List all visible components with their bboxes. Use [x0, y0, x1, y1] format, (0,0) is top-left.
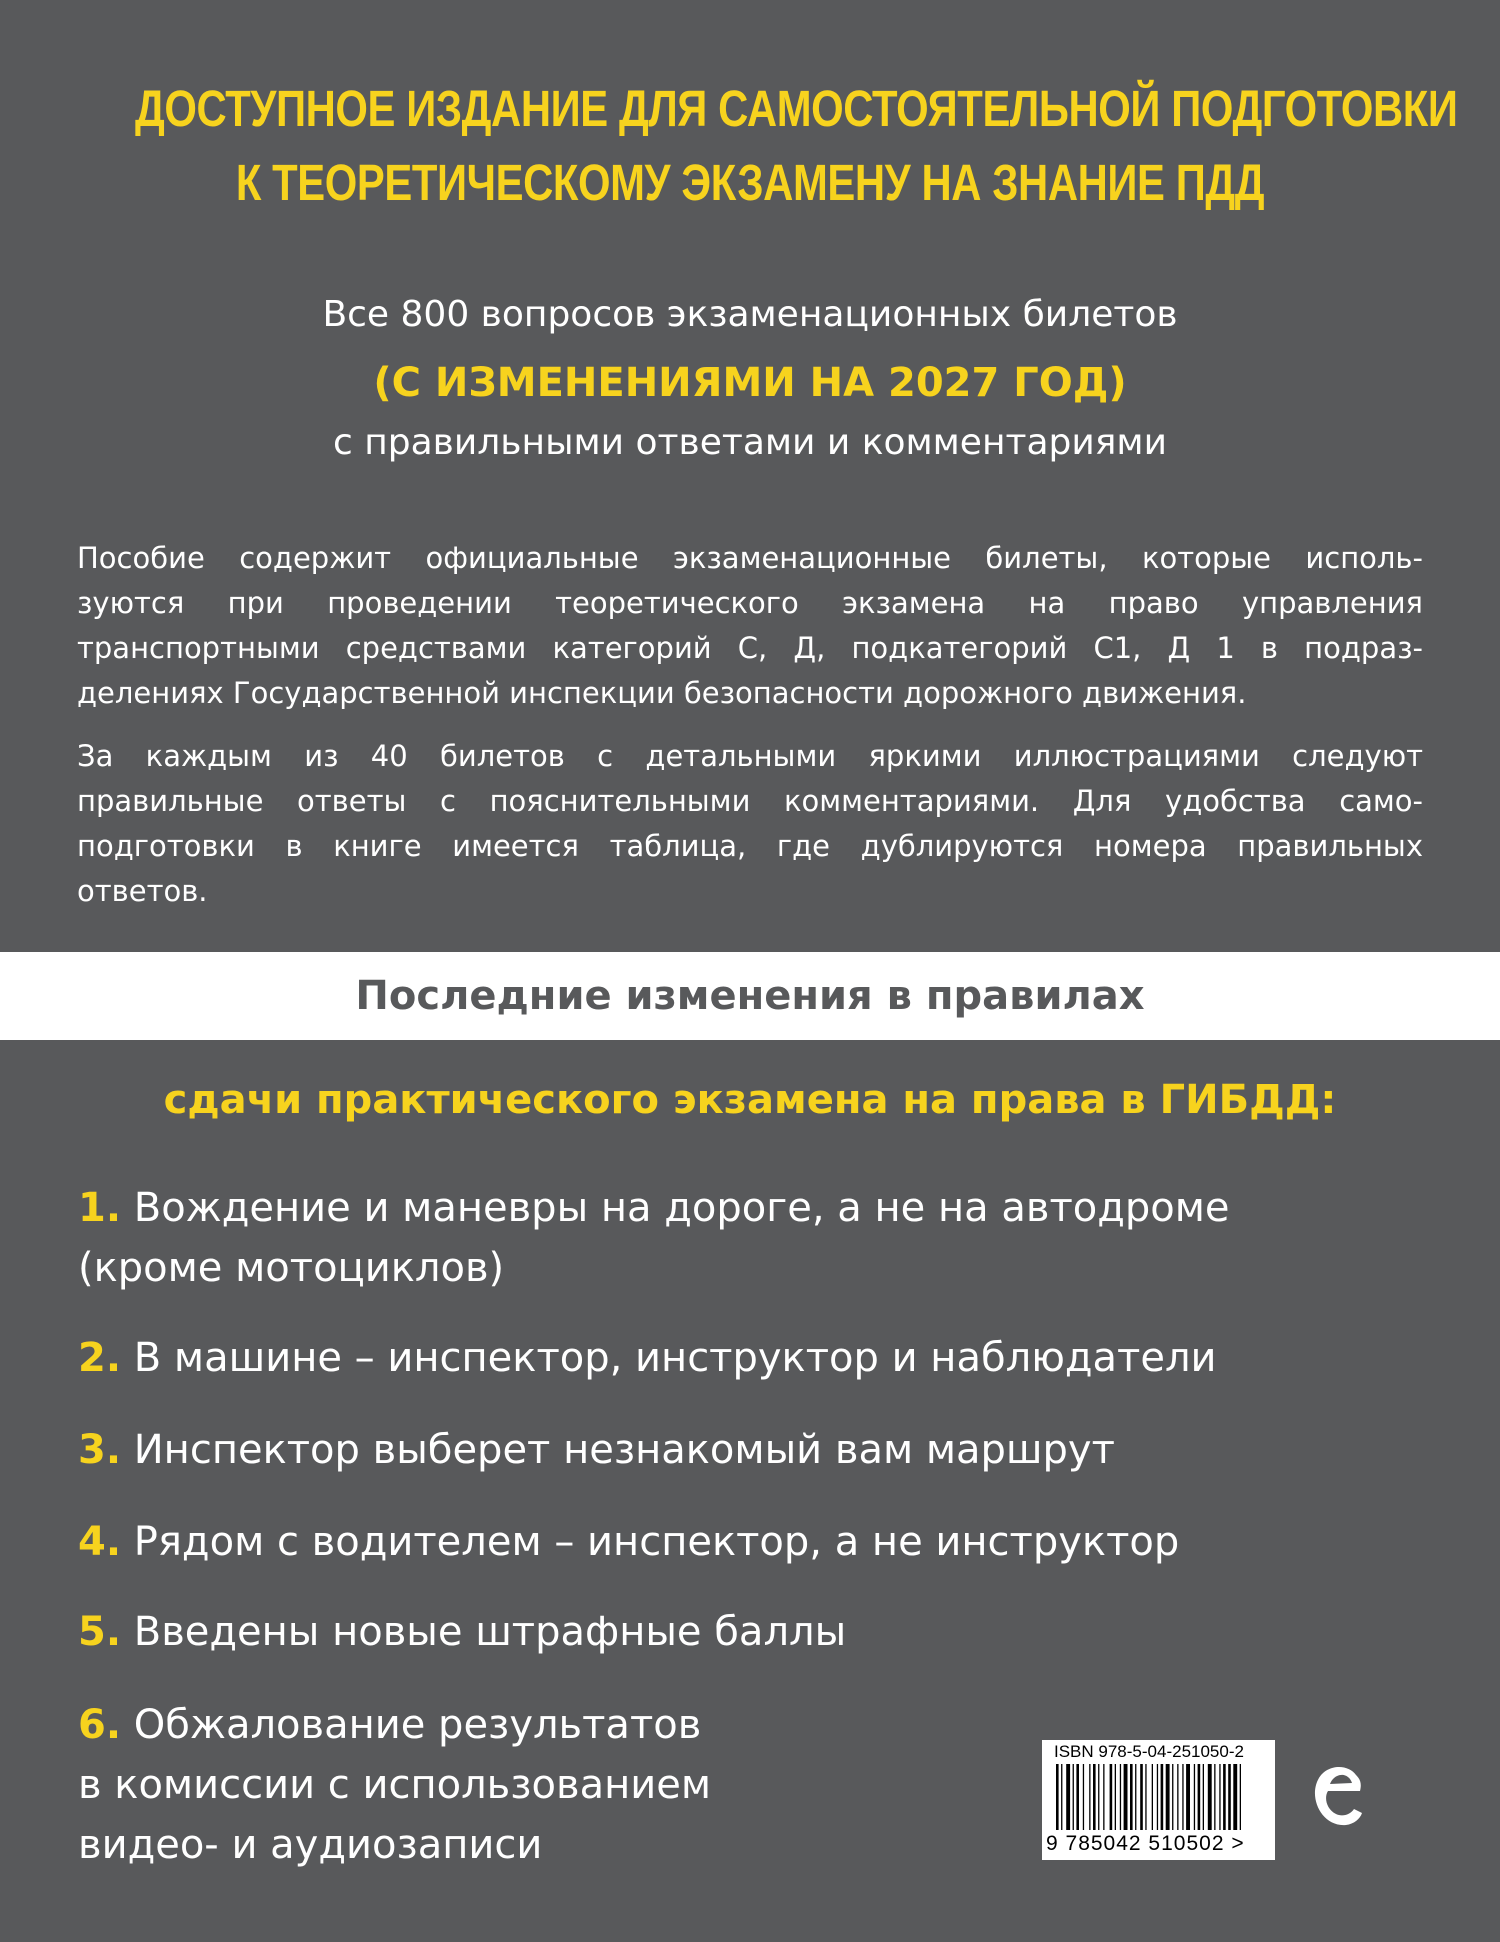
list-item-text: Обжалование результатов: [133, 1702, 702, 1748]
list-item-number: 2.: [78, 1335, 122, 1381]
list-item-text: в комиссии с использованием: [78, 1762, 712, 1808]
subtitle-year: (С ИЗМЕНЕНИЯМИ НА 2027 ГОД): [373, 360, 1127, 406]
paragraph-line: транспортными средствами категорий С, Д, подкатегорий С1, Д 1 в подраз-: [77, 631, 1423, 665]
paragraph-line: За каждым из 40 билетов с детальными яркими иллюстрациями следуют: [77, 739, 1423, 773]
list-item-number: 4.: [78, 1519, 122, 1565]
list-item-number: 3.: [78, 1427, 122, 1473]
list-item-1: [78, 1178, 1230, 1298]
headline-line-2: К ТЕОРЕТИЧЕСКОМУ ЭКЗАМЕНУ НА ЗНАНИЕ ПДД: [235, 154, 1265, 211]
list-item-text: (кроме мотоциклов): [78, 1245, 505, 1291]
list-item-3: [78, 1420, 1115, 1480]
description-paragraph-1: [77, 536, 1423, 716]
list-item-number: 1.: [78, 1185, 122, 1231]
headline-line-1: ДОСТУПНОЕ ИЗДАНИЕ ДЛЯ САМОСТОЯТЕЛЬНОЙ ПОДГОТОВКИ: [135, 80, 1458, 137]
paragraph-line: зуются при проведении теоретического экзамена на право управления: [77, 586, 1423, 620]
paragraph-line: ответов.: [77, 874, 208, 908]
list-item-number: 6.: [78, 1702, 122, 1748]
eksmo-logo-icon: [1308, 1757, 1368, 1837]
isbn-label: ISBN 978-5-04-251050-2: [1054, 1742, 1244, 1761]
list-item-4: [78, 1512, 1179, 1572]
list-item-text: В машине – инспектор, инструктор и наблюдатели: [133, 1335, 1217, 1381]
list-item-text: Инспектор выберет незнакомый вам маршрут: [133, 1427, 1115, 1473]
description-paragraph-2: [77, 734, 1423, 914]
list-item-6: [78, 1695, 711, 1875]
list-item-text: видео- и аудиозаписи: [78, 1822, 543, 1868]
list-item-text: Введены новые штрафные баллы: [133, 1609, 847, 1655]
list-item-number: 5.: [78, 1609, 122, 1655]
isbn-barcode: [1042, 1740, 1275, 1860]
list-item-5: [78, 1602, 846, 1662]
barcode-digits: 9 785042 510502 >: [1046, 1832, 1245, 1855]
headline: [135, 72, 1458, 220]
list-item-text: Вождение и маневры на дороге, а не на автодроме: [133, 1185, 1230, 1231]
changes-band-title: Последние изменения в правилах: [355, 973, 1145, 1019]
list-item-2: [78, 1328, 1217, 1388]
list-item-text: Рядом с водителем – инспектор, а не инструктор: [133, 1519, 1180, 1565]
changes-subtitle: сдачи практического экзамена на права в ГИБДД:: [163, 1077, 1337, 1123]
paragraph-line: подготовки в книге имеется таблица, где дублируются номера правильных: [77, 829, 1423, 863]
subtitle-line-1: Все 800 вопросов экзаменационных билетов: [322, 294, 1178, 335]
paragraph-line: делениях Государственной инспекции безопасности дорожного движения.: [77, 676, 1247, 710]
changes-band: [0, 952, 1500, 1040]
subtitle-line-3: с правильными ответами и комментариями: [333, 422, 1167, 463]
paragraph-line: правильные ответы с пояснительными комментариями. Для удобства само-: [77, 784, 1423, 818]
paragraph-line: Пособие содержит официальные экзаменационные билеты, которые исполь-: [77, 541, 1423, 575]
